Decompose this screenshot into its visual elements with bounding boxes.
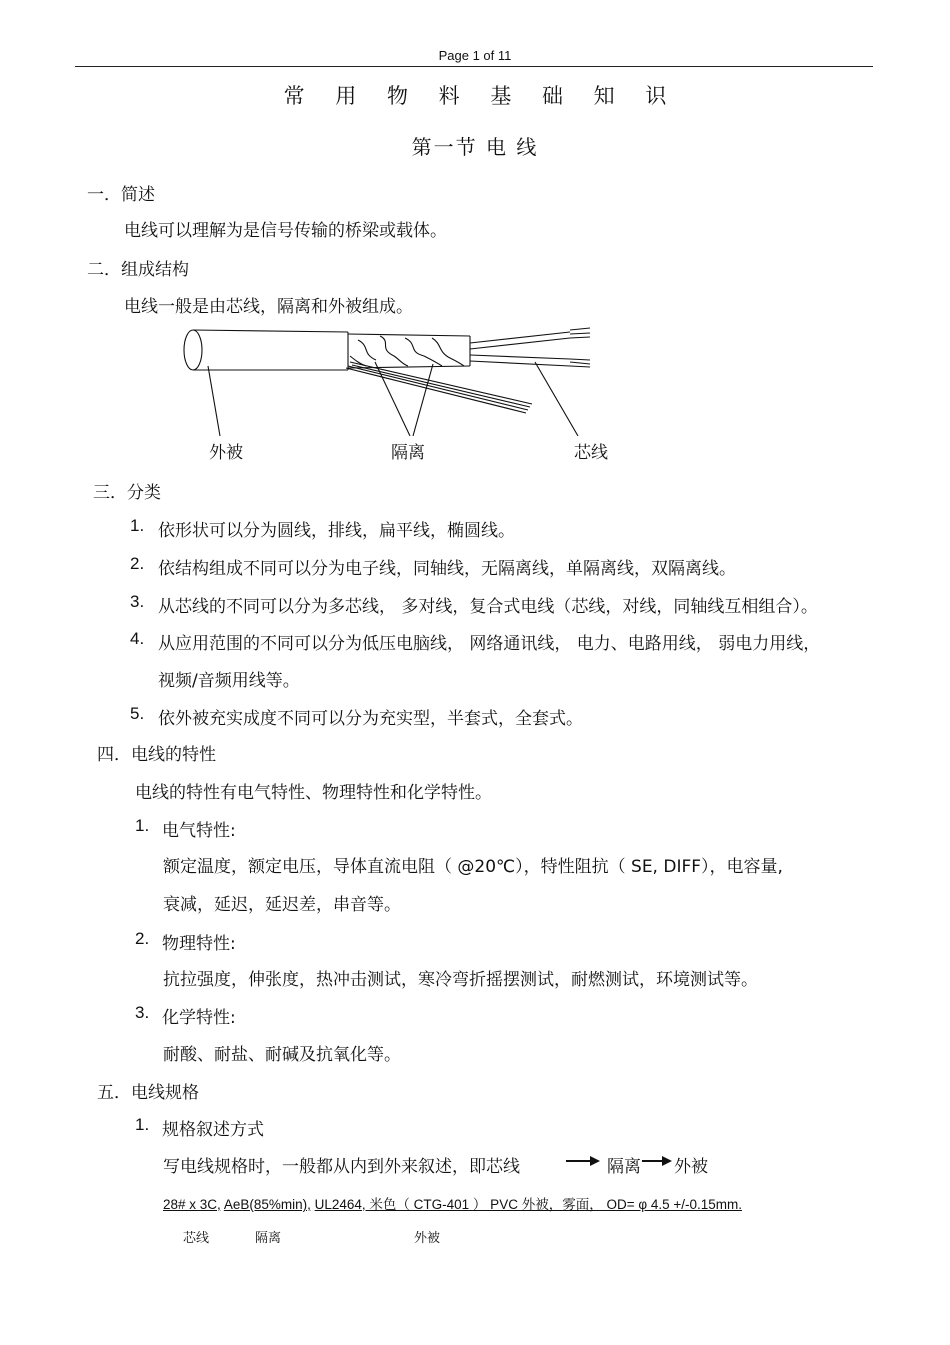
list-item-number: 4. xyxy=(130,629,145,648)
diagram-label-core: 芯线 xyxy=(574,443,608,463)
section-heading-1: 一．简述 xyxy=(87,185,155,205)
arrow-right-icon xyxy=(566,1155,602,1167)
list-item-number: 1. xyxy=(135,816,150,835)
list-item-number: 5. xyxy=(130,704,145,723)
section-title: 第一节 电 线 xyxy=(411,135,539,159)
spec-description: 写电线规格时，一般都从内到外来叙述，即芯线 xyxy=(163,1157,520,1177)
list-item: 从芯线的不同可以分为多芯线， 多对线，复合式电线（芯线，对线，同轴线互相组合）。 xyxy=(158,597,818,617)
list-item-number: 3. xyxy=(135,1003,150,1022)
subsection-text: 耐酸、耐盐、耐碱及抗氧化等。 xyxy=(163,1045,401,1065)
list-item-number: 1. xyxy=(135,1115,150,1134)
cable-structure-diagram xyxy=(180,326,600,436)
section-heading-4: 四．电线的特性 xyxy=(97,745,216,765)
subsection-title: 化学特性: xyxy=(162,1008,236,1028)
list-item: 从应用范围的不同可以分为低压电脑线， 网络通讯线， 电力、电路用线， 弱电力用线， xyxy=(158,634,821,654)
spec-label-shield: 隔离 xyxy=(255,1231,282,1246)
diagram-label-shield: 隔离 xyxy=(391,443,425,463)
subsection-text: 抗拉强度，伸张度，热冲击测试，寒冷弯折摇摆测试，耐燃测试，环境测试等。 xyxy=(163,970,758,990)
diagram-label-outer-jacket: 外被 xyxy=(209,443,243,463)
section-text-1: 电线可以理解为是信号传输的桥梁或载体。 xyxy=(124,221,447,241)
list-item-number: 1. xyxy=(130,516,145,535)
arrow-right-icon xyxy=(642,1155,674,1167)
subsection-title: 物理特性: xyxy=(162,934,236,954)
subsection-title: 电气特性: xyxy=(162,821,236,841)
spec-label-core: 芯线 xyxy=(183,1231,210,1246)
spec-description-jacket: 外被 xyxy=(674,1157,708,1177)
list-item-number: 2. xyxy=(135,929,150,948)
spec-example xyxy=(163,1193,742,1213)
section-heading-5: 五．电线规格 xyxy=(97,1083,199,1103)
section-text-2: 电线一般是由芯线，隔离和外被组成。 xyxy=(124,297,413,317)
section-heading-3: 三．分类 xyxy=(93,483,161,503)
list-item-continuation: 视频/音频用线等。 xyxy=(158,671,300,691)
list-item: 依结构组成不同可以分为电子线，同轴线，无隔离线，单隔离线，双隔离线。 xyxy=(158,559,736,579)
subsection-text: 衰减，延迟，延迟差，串音等。 xyxy=(163,895,401,915)
spec-shield: AeB(85%min), xyxy=(223,1197,311,1212)
list-item: 依形状可以分为圆线，排线，扁平线，椭圆线。 xyxy=(158,521,515,541)
spec-label-jacket: 外被 xyxy=(414,1231,441,1246)
spec-description-shield: 隔离 xyxy=(607,1157,641,1177)
section-intro-4: 电线的特性有电气特性、物理特性和化学特性。 xyxy=(135,783,492,803)
subsection-text: 额定温度，额定电压，导体直流电阻（ @20℃），特性阻抗（ SE, DIFF），电容量, xyxy=(163,857,783,877)
section-heading-2: 二．组成结构 xyxy=(87,260,189,280)
spec-core: 28# x 3C, xyxy=(163,1197,221,1212)
page-number: Page 1 of 11 xyxy=(438,48,512,63)
spec-jacket: UL2464, 米色（ CTG-401 ） PVC 外被，雾面， OD= φ 4.5 +/-0.15mm. xyxy=(314,1197,742,1212)
document-title: 常 用 物 料 基 础 知 识 xyxy=(283,84,679,108)
list-item-number: 2. xyxy=(130,554,145,573)
header-rule xyxy=(75,66,873,67)
list-item: 依外被充实成度不同可以分为充实型，半套式，全套式。 xyxy=(158,709,583,729)
list-item-number: 3. xyxy=(130,592,145,611)
subsection-title: 规格叙述方式 xyxy=(162,1120,264,1140)
